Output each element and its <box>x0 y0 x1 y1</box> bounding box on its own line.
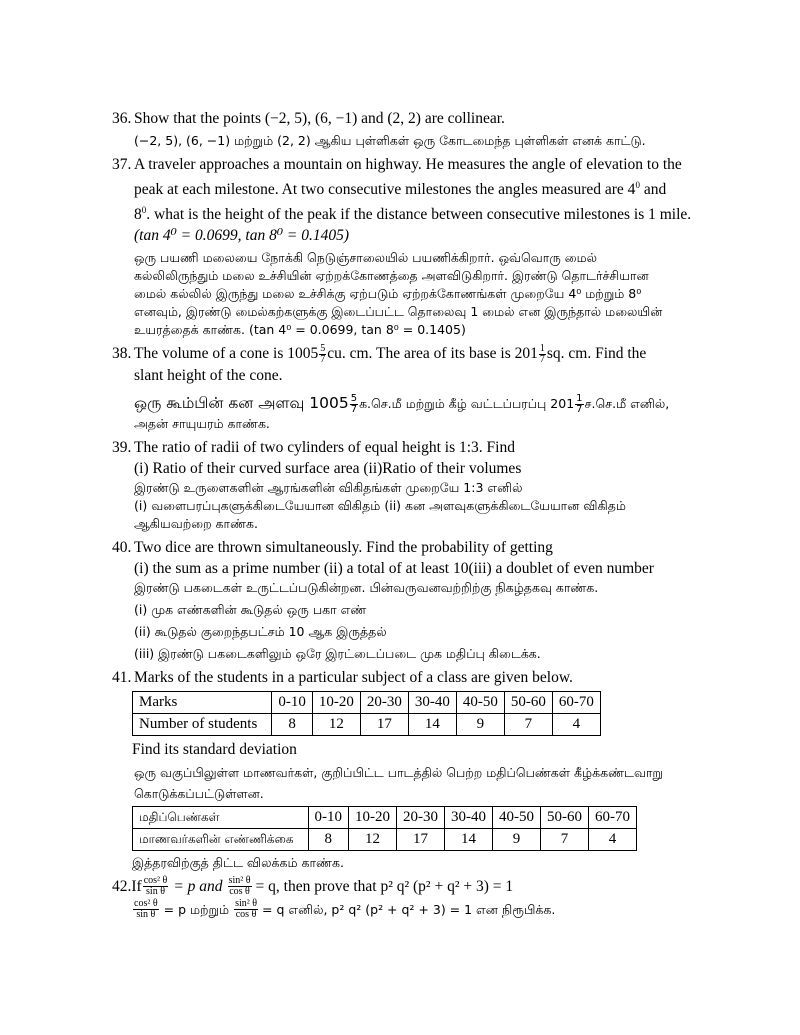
question-text-english: Show that the points (−2, 5), (6, −1) and (2, 2) are collinear. <box>134 110 505 127</box>
question-text-tamil-line-4: எனவும், இரண்டு மைல்கற்களுக்கு இடைப்பட்ட தொலைவு 1 மைல் என இருந்தால் மலையின் <box>134 304 663 320</box>
table-cell: 20-30 <box>360 692 408 714</box>
question-text-tamil-line-3: (ii) கூடுதல் குறைந்தபட்சம் 10 ஆக இருத்தல் <box>134 624 387 640</box>
table-cell: 60-70 <box>552 692 600 714</box>
fraction: $\frac{\text{cos² θ}}{\text{sin θ}}$ <box>134 898 158 921</box>
question-parts-english: (i) Ratio of their curved surface area (ii)Ratio of their volumes <box>134 460 522 478</box>
table-cell: 14 <box>408 714 456 736</box>
question-text-tamil-line-4: (iii) இரண்டு பகடைகளிலும் ஒரே இரட்டைப்படை முக மதிப்பு கிடைக்க. <box>134 646 541 662</box>
table-cell: 9 <box>493 829 541 851</box>
table-cell: 40-50 <box>456 692 504 714</box>
table-cell: 17 <box>397 829 445 851</box>
question-number: 41. <box>112 669 132 687</box>
question-text-tamil-line-1: இரண்டு உருளைகளின் ஆரங்களின் விகிதங்கள் முறையே 1:3 எனில் <box>134 480 523 496</box>
table-cell: 30-40 <box>408 692 456 714</box>
question-37 <box>112 154 712 339</box>
marks-table-tamil <box>132 806 637 851</box>
question-text-tamil-line-1: ஒரு கூம்பின் கன அளவு 1005 $\frac{5}{7}$ க.செ.மீ மற்றும் கீழ் வட்டப்பரப்பு 201 $\frac{1}{7}$ ச.செ.மீ எனில், <box>134 393 670 416</box>
question-text-english: Marks of the students in a particular subject of a class are given below. <box>134 669 573 687</box>
fraction: $\frac{\text{sin² θ}}{\text{cos θ}}$ <box>228 875 251 898</box>
question-text-english-line-2: slant height of the cone. <box>134 367 283 385</box>
table-cell: 4 <box>552 714 600 736</box>
table-cell: 12 <box>312 714 360 736</box>
question-text-tamil-line-2: அதன் சாயுயரம் காண்க. <box>134 416 270 432</box>
question-text-tamil-line-1: ஒரு பயணி மலையை நோக்கி நெடுஞ்சாலையில் பயணிக்கிறார். ஒவ்வொரு மைல் <box>134 250 598 266</box>
table-cell: 10-20 <box>312 692 360 714</box>
question-text-tamil-line-5: உயரத்தைக் காண்க. (tan 4⁰ = 0.0699, tan 8⁰ = 0.1405) <box>134 322 466 338</box>
table-cell: 7 <box>504 714 552 736</box>
table-cell: 0-10 <box>272 692 313 714</box>
table-cell: 0-10 <box>308 807 349 829</box>
table-cell: 9 <box>456 714 504 736</box>
trig-values: (tan 4⁰ = 0.0699, tan 8⁰ = 0.1405) <box>134 227 350 245</box>
question-42: 42. If $\frac{\text{cos² θ}}{\text{sin θ}}$ = p and $\frac{\text{sin² θ}}{\text{cos θ}}$ = q, then prove that p² q² (p² + q² + 3) = 1 $\frac{\text{cos² θ}}{\text{sin θ}}$ = p மற்றும் $\frac{\text{sin² θ}}{\text{cos θ}}$ = q எனில், p² q² (p² + q² + 3) = 1 என நிரூபிக்க. <box>112 875 556 921</box>
question-text-tamil-line-2: (i) முக எண்களின் கூடுதல் ஒரு பகா எண் <box>134 602 367 618</box>
question-number: 40. <box>112 539 132 557</box>
question-41 <box>112 667 712 872</box>
question-text-tamil: (−2, 5), (6, −1) மற்றும் (2, 2) ஆகிய புள்ளிகள் ஒரு கோடமைந்த புள்ளிகள் எனக் காட்டு. <box>134 133 646 148</box>
question-instruction-english: Find its standard deviation <box>132 741 297 759</box>
question-number: 39. <box>112 439 132 457</box>
table-cell: 30-40 <box>445 807 493 829</box>
question-text-tamil-line-2: (i) வளைபரப்புகளுக்கிடையேயான விகிதம் (ii) கன அளவுகளுக்கிடையேயான விகிதம் <box>134 498 626 514</box>
question-page <box>112 108 712 924</box>
table-cell: 14 <box>445 829 493 851</box>
question-38 <box>112 343 712 433</box>
table-header-cell: Marks <box>133 692 272 714</box>
fraction: $\frac{\text{cos² θ}}{\text{sin θ}}$ <box>143 875 168 898</box>
table-row <box>133 829 637 851</box>
question-36 <box>112 108 712 150</box>
marks-table-english <box>132 691 601 736</box>
table-header-cell: மாணவர்களின் எண்ணிக்கை <box>133 829 309 851</box>
question-number: 37. <box>112 156 132 173</box>
table-header-cell: Number of students <box>133 714 272 736</box>
table-cell: 40-50 <box>493 807 541 829</box>
fraction: $\frac{5}{7}$ <box>350 393 358 416</box>
question-text-english-line-2: peak at each milestone. At two consecutive milestones the angles measured are $4^0$ and <box>134 180 667 199</box>
table-cell: 20-30 <box>397 807 445 829</box>
table-row <box>133 807 637 829</box>
question-parts-english: (i) the sum as a prime number (ii) a total of at least 10(iii) a doublet of even number <box>134 560 654 578</box>
table-cell: 7 <box>541 829 589 851</box>
question-number: 36. <box>112 110 132 127</box>
question-text-english-line-1: The volume of a cone is 1005 $\frac{5}{7}$ cu. cm. The area of its base is 201 $\frac{1}{7}$ sq. cm. Find the <box>134 343 647 366</box>
question-instruction-tamil: இத்தரவிற்குத் திட்ட விலக்கம் காண்க. <box>132 855 344 871</box>
table-cell: 8 <box>308 829 349 851</box>
table-cell: 10-20 <box>349 807 397 829</box>
fraction: $\frac{5}{7}$ <box>320 343 326 366</box>
table-cell: 4 <box>589 829 637 851</box>
table-cell: 60-70 <box>589 807 637 829</box>
table-row <box>133 714 601 736</box>
table-row <box>133 692 601 714</box>
table-cell: 8 <box>272 714 313 736</box>
table-cell: 17 <box>360 714 408 736</box>
fraction: $\frac{1}{7}$ <box>576 393 583 416</box>
question-39 <box>112 437 712 533</box>
question-number: 38. <box>112 345 132 363</box>
table-header-cell: மதிப்பெண்கள் <box>133 807 309 829</box>
question-text-english-line-3: $8^0$. what is the height of the peak if the distance between consecutive milestones is 1 mile. <box>134 205 692 224</box>
fraction: $\frac{\text{sin² θ}}{\text{cos θ}}$ <box>235 898 258 921</box>
question-text-tamil-line-2: கொடுக்கப்பட்டுள்ளன. <box>134 786 264 802</box>
question-text-tamil-line-1: ஒரு வகுப்பிலுள்ள மாணவர்கள், குறிப்பிட்ட பாடத்தில் பெற்ற மதிப்பெண்கள் கீழ்க்கண்டவாறு <box>134 765 663 781</box>
question-text-english-line-1: A traveler approaches a mountain on highway. He measures the angle of elevation to the <box>134 156 682 173</box>
question-text-tamil-line-2: கல்லிலிருந்தும் மலை உச்சியின் ஏற்றக்கோணத்தை அளவிடுகிறார். இரண்டு தொடர்ச்சியான <box>134 268 649 284</box>
fraction: $\frac{1}{7}$ <box>539 343 545 366</box>
table-cell: 12 <box>349 829 397 851</box>
question-text-english: Two dice are thrown simultaneously. Find the probability of getting <box>134 539 553 557</box>
question-text-tamil-line-3: ஆகியவற்றை காண்க. <box>134 516 258 532</box>
question-text-english: The ratio of radii of two cylinders of equal height is 1:3. Find <box>134 439 515 457</box>
question-40 <box>112 537 712 663</box>
table-cell: 50-60 <box>541 807 589 829</box>
question-text-tamil-line-1: இரண்டு பகடைகள் உருட்டப்படுகின்றன. பின்வருவனவற்றிற்கு நிகழ்தகவு காண்க. <box>134 580 599 596</box>
table-cell: 50-60 <box>504 692 552 714</box>
question-text-tamil-line-3: மைல் கல்லில் இருந்து மலை உச்சிக்கு ஏற்படும் ஏற்றக்கோணங்கள் முறையே 4⁰ மற்றும் 8⁰ <box>134 286 642 302</box>
question-number: 42. <box>112 878 132 896</box>
